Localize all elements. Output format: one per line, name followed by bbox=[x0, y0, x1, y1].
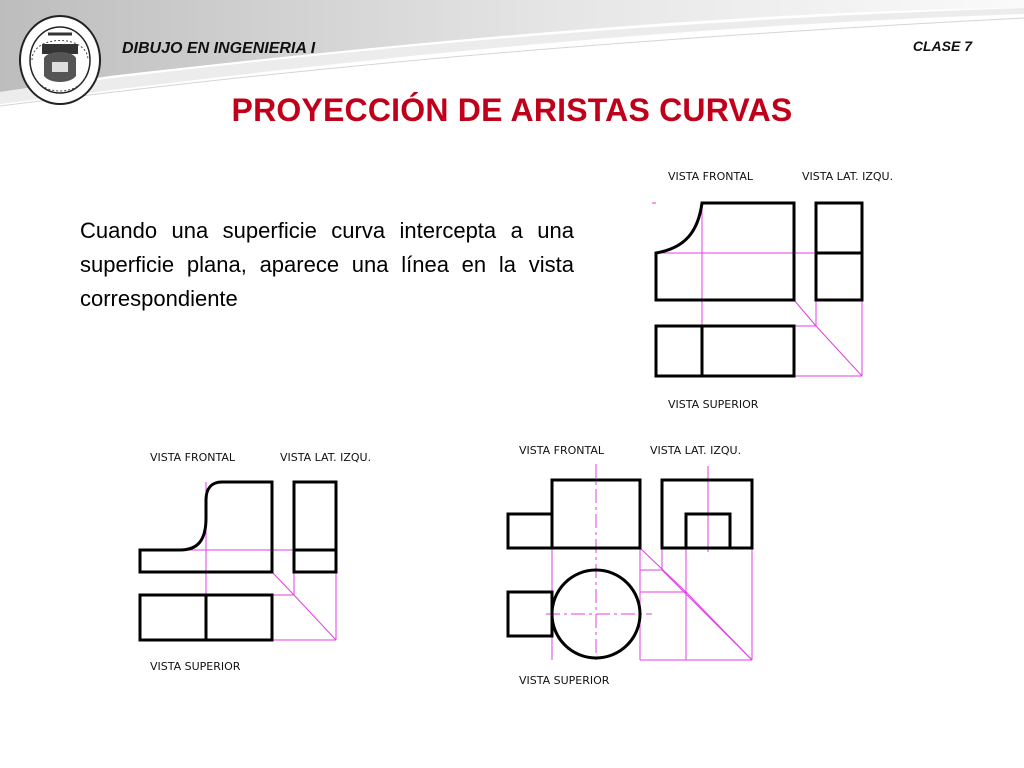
side-view bbox=[294, 482, 336, 572]
side-view bbox=[662, 480, 752, 548]
projection-lines bbox=[552, 470, 752, 660]
label-top-view: VISTA SUPERIOR bbox=[150, 660, 241, 673]
label-front-view: VISTA FRONTAL bbox=[668, 170, 754, 183]
drawing-bottom-right bbox=[500, 436, 790, 692]
label-side-view: VISTA LAT. IZQU. bbox=[650, 444, 742, 457]
side-view bbox=[816, 203, 862, 300]
drawing-bottom-left bbox=[130, 440, 400, 680]
projection-lines bbox=[652, 203, 862, 376]
body-paragraph: Cuando una superficie curva intercepta a una superficie plana, aparece una línea en la vista correspondiente bbox=[80, 218, 574, 311]
front-view bbox=[508, 480, 640, 548]
projection-lines bbox=[140, 482, 336, 640]
center-lines bbox=[546, 464, 708, 662]
label-side-view: VISTA LAT. IZQU. bbox=[280, 451, 372, 464]
label-top-view: VISTA SUPERIOR bbox=[668, 398, 759, 411]
class-number: CLASE 7 bbox=[912, 38, 972, 54]
course-title: DIBUJO EN INGENIERIA I bbox=[122, 40, 316, 57]
label-front-view: VISTA FRONTAL bbox=[150, 451, 236, 464]
top-view bbox=[656, 326, 794, 376]
label-front-view: VISTA FRONTAL bbox=[519, 444, 605, 457]
top-view bbox=[140, 595, 272, 640]
label-top-view: VISTA SUPERIOR bbox=[519, 674, 610, 687]
page-title: PROYECCIÓN DE ARISTAS CURVAS bbox=[231, 92, 793, 128]
label-side-view: VISTA LAT. IZQU. bbox=[802, 170, 894, 183]
drawing-top-right bbox=[640, 160, 930, 420]
front-view bbox=[656, 203, 794, 300]
